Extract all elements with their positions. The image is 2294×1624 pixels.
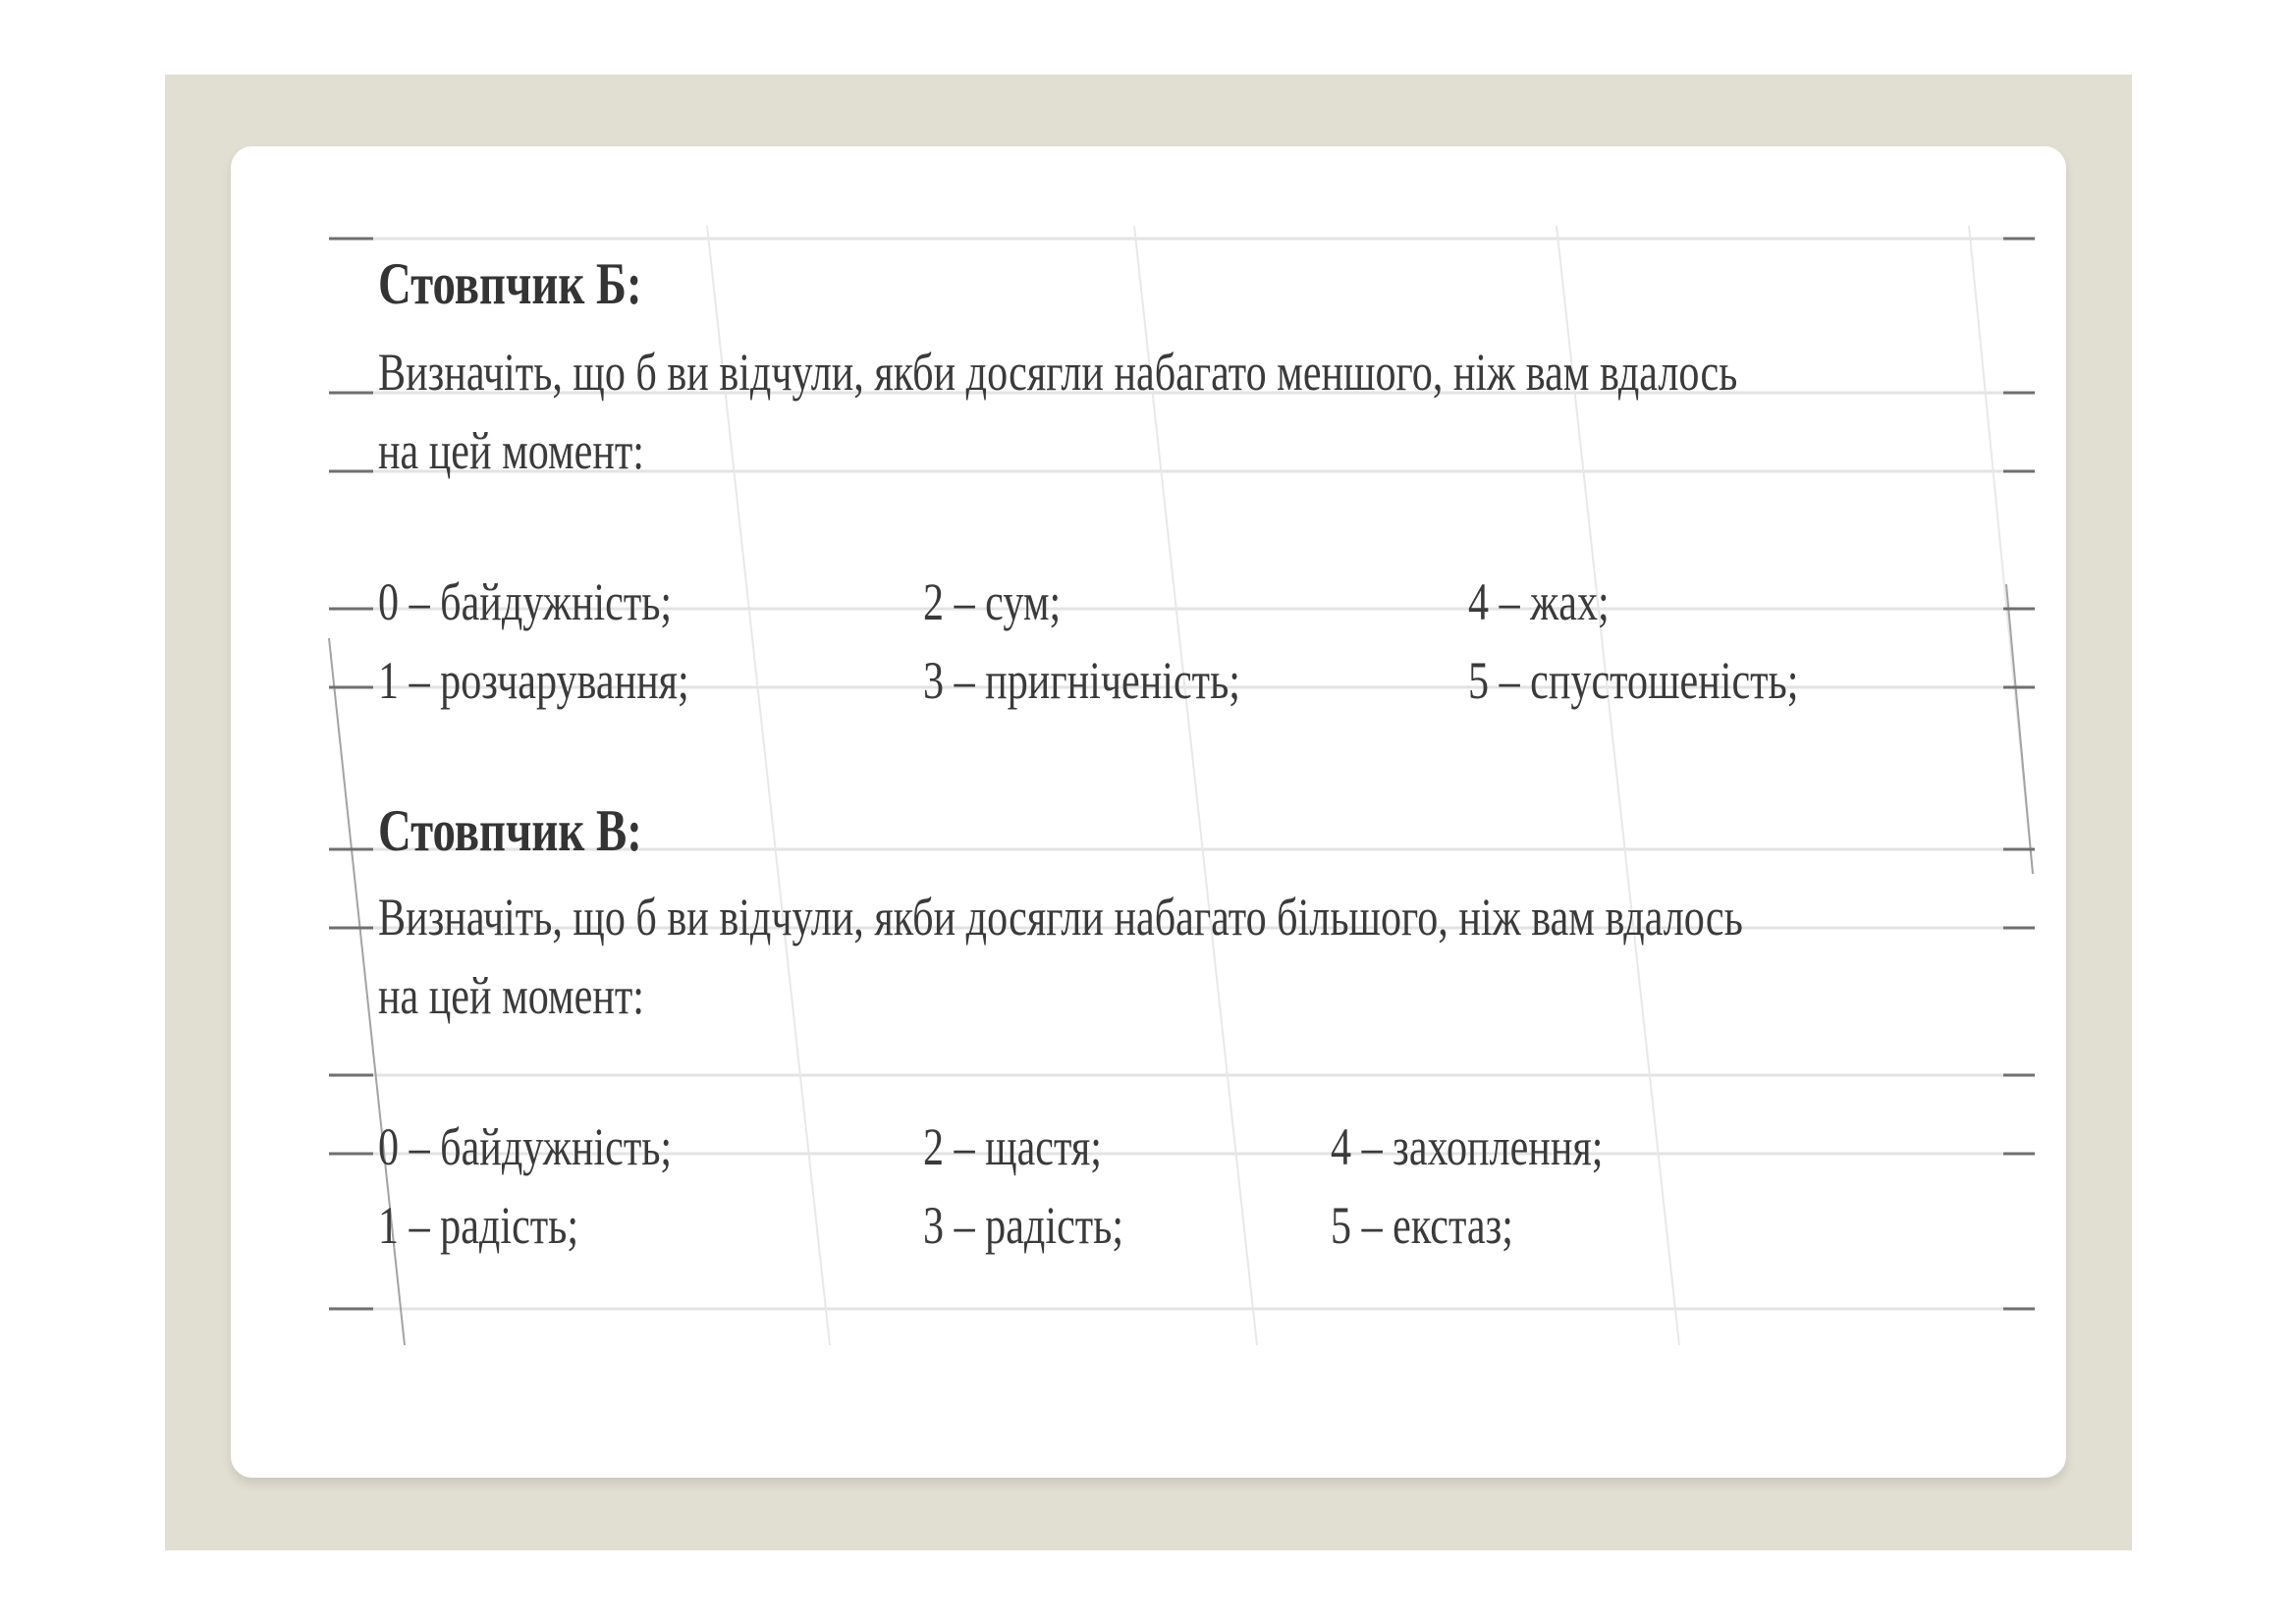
section-b-question-line1: Визначіть, що б ви відчули, якби досягли набагато меншого, ніж вам вдалось <box>378 343 1738 402</box>
section-v-question-line1: Визначіть, що б ви відчули, якби досягли набагато більшого, ніж вам вдалось <box>378 888 1743 947</box>
section-v-option-1: 1 – радість; <box>378 1196 579 1255</box>
section-v-option-3: 3 – радість; <box>923 1196 1124 1255</box>
section-b-option-0: 0 – байдужність; <box>378 572 673 631</box>
section-v-option-2: 2 – щастя; <box>923 1117 1102 1176</box>
section-b-option-3: 3 – пригніченість; <box>923 651 1240 710</box>
section-b-option-2: 2 – сум; <box>923 572 1062 631</box>
section-v-question-line2: на цей момент: <box>378 966 644 1025</box>
section-v-option-0: 0 – байдужність; <box>378 1117 673 1176</box>
section-b-heading: Стовпчик Б: <box>378 251 642 316</box>
section-v-option-5: 5 – екстаз; <box>1331 1196 1513 1255</box>
section-v-heading: Стовпчик В: <box>378 798 642 863</box>
section-v-option-4: 4 – захоплення; <box>1331 1117 1604 1176</box>
section-b-question-line2: на цей момент: <box>378 421 644 480</box>
section-b-option-1: 1 – розчарування; <box>378 651 689 710</box>
section-b-option-5: 5 – спустошеність; <box>1468 651 1799 710</box>
section-b-option-4: 4 – жах; <box>1468 572 1610 631</box>
